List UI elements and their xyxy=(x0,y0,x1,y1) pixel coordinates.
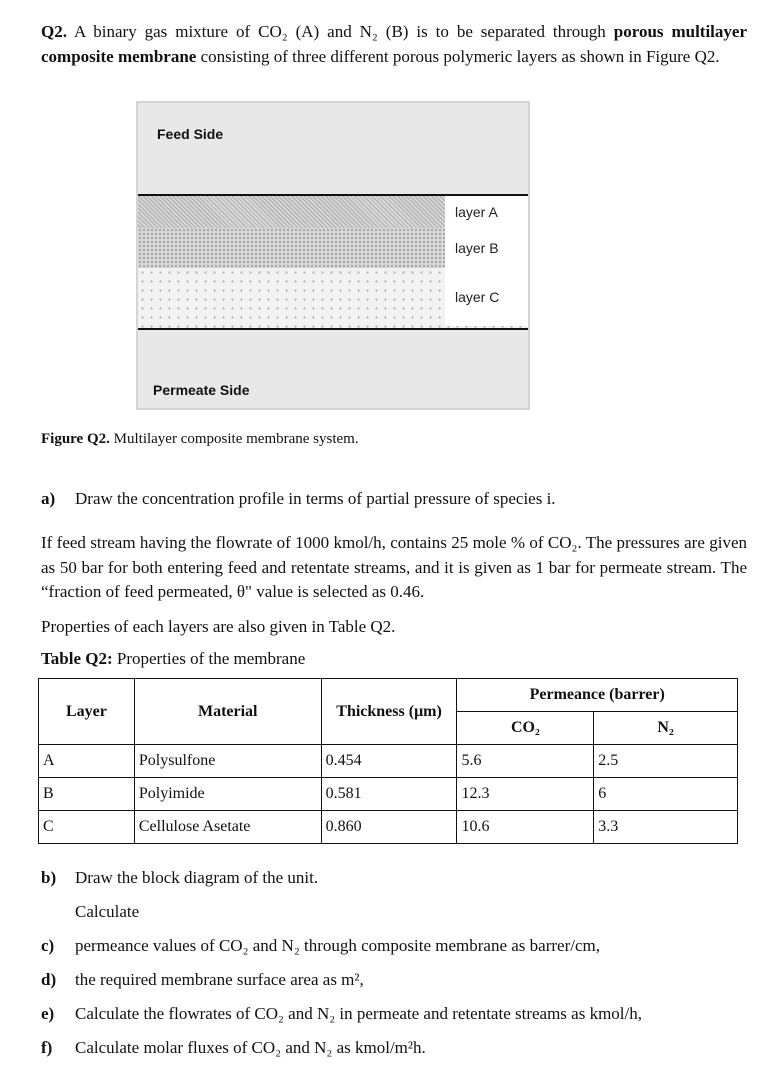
part-d xyxy=(41,970,364,990)
header-permeance: Permeance (barrer) xyxy=(457,679,738,712)
figure-caption-bold: Figure Q2. xyxy=(41,431,110,447)
layer-b-band xyxy=(138,228,528,268)
part-e xyxy=(41,1004,642,1024)
cell-material: Polyimide xyxy=(134,778,321,811)
part-e-text: Calculate the flowrates of CO₂ and N₂ in permeate and retentate streams as kmol/h, xyxy=(75,1004,642,1023)
cell-thickness: 0.581 xyxy=(321,778,457,811)
cell-n2: 3.3 xyxy=(594,811,738,844)
permeate-side-label: Permeate Side xyxy=(153,382,250,398)
layer-b-label: layer B xyxy=(445,228,528,268)
part-a xyxy=(41,489,556,509)
part-b-text: Draw the block diagram of the unit. xyxy=(75,868,319,887)
cell-material: Cellulose Asetate xyxy=(134,811,321,844)
part-e-label: e) xyxy=(41,1004,55,1023)
layer-c-label: layer C xyxy=(445,268,528,326)
table-row xyxy=(39,745,738,778)
cell-layer: C xyxy=(39,811,135,844)
feed-side-label: Feed Side xyxy=(157,126,224,142)
cell-co2: 5.6 xyxy=(457,745,594,778)
layer-c-band xyxy=(138,268,528,330)
figure-caption xyxy=(41,431,359,448)
layer-a-band xyxy=(138,194,528,230)
question-intro-bold: porous multilayer composite membrane xyxy=(41,22,747,66)
header-material: Material xyxy=(134,679,321,745)
cell-n2: 2.5 xyxy=(594,745,738,778)
part-c-text: permeance values of CO₂ and N₂ through composite membrane as barrer/cm, xyxy=(75,936,600,955)
part-c xyxy=(41,936,600,956)
question-number: Q2. xyxy=(41,22,67,41)
cell-material: Polysulfone xyxy=(134,745,321,778)
cell-layer: A xyxy=(39,745,135,778)
cell-layer: B xyxy=(39,778,135,811)
properties-table xyxy=(38,678,738,844)
part-a-label: a) xyxy=(41,489,56,508)
question-intro-text-1: A binary gas mixture of CO₂ (A) and N₂ (B) is to be separated through xyxy=(73,22,606,41)
table-row xyxy=(39,811,738,844)
layer-a-label: layer A xyxy=(445,196,528,228)
cell-thickness: 0.860 xyxy=(321,811,457,844)
part-d-label: d) xyxy=(41,970,57,989)
table-title xyxy=(41,649,305,669)
figure-caption-text: Multilayer composite membrane system. xyxy=(113,431,359,447)
part-f xyxy=(41,1038,426,1058)
header-layer: Layer xyxy=(39,679,135,745)
part-d-text: the required membrane surface area as m², xyxy=(75,970,364,989)
question-intro xyxy=(41,20,747,69)
part-b xyxy=(41,868,318,888)
header-n2: N₂ xyxy=(594,712,738,745)
part-f-label: f) xyxy=(41,1038,53,1057)
cell-co2: 12.3 xyxy=(457,778,594,811)
table-row xyxy=(39,778,738,811)
table-title-bold: Table Q2: xyxy=(41,649,113,668)
cell-co2: 10.6 xyxy=(457,811,594,844)
cell-thickness: 0.454 xyxy=(321,745,457,778)
question-intro-text-2: consisting of three different porous polymeric layers as shown in Figure Q2. xyxy=(200,46,720,66)
membrane-figure xyxy=(136,101,530,410)
part-b-label: b) xyxy=(41,868,57,887)
header-thickness: Thickness (μm) xyxy=(321,679,457,745)
header-co2: CO₂ xyxy=(457,712,594,745)
properties-paragraph: Properties of each layers are also given in Table Q2. xyxy=(41,617,396,636)
calculate-heading: Calculate xyxy=(75,902,140,921)
part-f-text: Calculate molar fluxes of CO₂ and N₂ as kmol/m²h. xyxy=(75,1038,426,1057)
cell-n2: 6 xyxy=(594,778,738,811)
feed-paragraph: If feed stream having the flowrate of 1000 kmol/h, contains 25 mole % of CO₂. The pressures are given as 50 bar for both entering feed and retentate streams, and it is given as 1 bar for permeate stream. The “fraction of feed permeated, θ" value is selected as 0.46. xyxy=(41,533,747,601)
part-a-text: Draw the concentration profile in terms of partial pressure of species i. xyxy=(75,489,556,508)
part-c-label: c) xyxy=(41,936,55,955)
table-title-text: Properties of the membrane xyxy=(116,649,306,668)
